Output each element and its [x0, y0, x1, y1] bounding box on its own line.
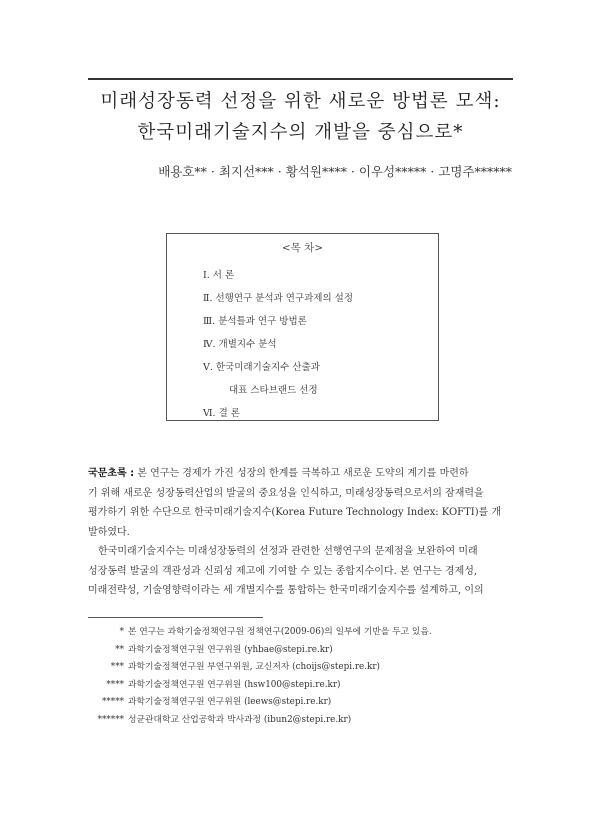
footnote [88, 712, 432, 730]
abstract-line: 한국미래기술지수는 미래성장동력의 선정과 관련한 선행연구의 문제점을 보완하여 미래 [98, 546, 478, 557]
footnote-text: 과학기술정책연구원 연구위원 (hsw100@stepi.re.kr) [128, 679, 341, 690]
footnote-text: 과학기술정책연구원 연구위원 (yhbae@stepi.re.kr) [128, 644, 333, 655]
footnotes [88, 624, 432, 729]
abstract-line: 미래전략성, 기술영향력이라는 세 개별지수를 통합하는 한국미래기술지수를 설계하고, 이의 [88, 585, 484, 596]
abstract-line [88, 464, 513, 484]
toc-title: <목 차> [281, 242, 324, 254]
title-top-rule [88, 78, 513, 80]
footnote-mark: **** [106, 679, 124, 690]
footnote-rule [88, 617, 263, 618]
toc-item: Ⅰ. 서 론 [203, 270, 235, 281]
toc-item: Ⅵ. 결 론 [203, 408, 240, 419]
footnote-mark: ****** [97, 714, 124, 725]
footnote-mark: * [119, 627, 124, 637]
toc-item: Ⅴ. 한국미래기술지수 산출과 [203, 362, 320, 373]
abstract-line: 평가하기 위한 수단으로 한국미래기술지수(Korea Future Technology Index: KOFTI)를 개 [88, 507, 502, 518]
author-list: 배용호** · 최지선*** · 황석원**** · 이우성***** · 고명주****** [158, 164, 512, 179]
footnote [88, 642, 432, 660]
toc-item: Ⅳ. 개별지수 분석 [203, 339, 277, 350]
footnote-text: 본 연구는 과학기술정책연구원 정책연구(2009-06)의 일부에 기반을 두고 있음. [128, 627, 432, 637]
footnote-text: 성균관대학교 산업공학과 박사과정 (ibun2@stepi.re.kr) [128, 714, 352, 725]
footnote [88, 624, 432, 642]
abstract-label: 국문초록 : [88, 468, 135, 479]
footnote-text: 과학기술정책연구원 부연구위원, 교신저자 (choijs@stepi.re.kr) [128, 662, 380, 672]
footnote-mark: ** [115, 644, 124, 655]
korean-abstract [88, 464, 513, 601]
table-of-contents-box [166, 233, 439, 421]
abstract-line: 성장동력 발굴의 객관성과 신뢰성 제고에 기여할 수 있는 종합지수이다. 본 연구는 경제성, [88, 565, 478, 577]
abstract-text: 본 연구는 경제가 가진 성장의 한계를 극복하고 새로운 도약의 계기를 마련하 [134, 468, 469, 479]
toc-item: 대표 스타브랜드 선정 [229, 385, 318, 396]
footnote-text: 과학기술정책연구원 연구위원 (leews@stepi.re.kr) [128, 697, 332, 707]
toc-item: Ⅲ. 분석틀과 연구 방법론 [203, 316, 307, 327]
title-line-2: 한국미래기술지수의 개발을 중심으로* [137, 122, 464, 143]
title-line-1: 미래성장동력 선정을 위한 새로운 방법론 모색: [100, 91, 501, 112]
footnote-mark: *** [110, 662, 124, 672]
abstract-line: 기 위해 새로운 성장동력산업의 발굴의 중요성을 인식하고, 미래성장동력으로서의 잠재력을 [88, 487, 484, 499]
footnote [88, 659, 432, 677]
footnote [88, 694, 432, 712]
footnote-mark: ***** [102, 697, 124, 707]
footnote [88, 677, 432, 695]
abstract-line: 발하였다. [88, 526, 130, 538]
toc-item: Ⅱ. 선행연구 분석과 연구과제의 설정 [203, 293, 354, 304]
